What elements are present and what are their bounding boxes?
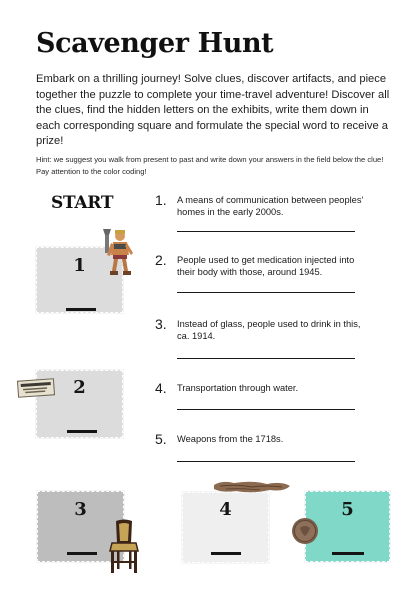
ticket-image: [17, 377, 55, 399]
answer-box-2-blank[interactable]: [67, 430, 97, 433]
answer-box-3-number: 3: [74, 499, 87, 520]
question-2-text: People used to get medication injected into their body with those, around 1945.: [177, 255, 355, 277]
question-5-answer-line[interactable]: [177, 461, 355, 462]
answer-box-4-blank[interactable]: [211, 552, 241, 555]
question-3: [155, 316, 385, 362]
question-1: [155, 192, 385, 236]
question-1-number: 1.: [155, 192, 167, 208]
answer-box-4[interactable]: [182, 492, 269, 563]
question-2: [155, 252, 385, 296]
answer-box-5-blank[interactable]: [332, 552, 364, 555]
question-3-answer-line[interactable]: [177, 358, 355, 359]
question-2-answer-line[interactable]: [177, 292, 355, 293]
hint-text: Hint: we suggest you walk from present to past and write down your answers in the field below the clue! Pay attention to the color coding!: [36, 155, 384, 176]
answer-box-1-number: 1: [73, 255, 86, 276]
question-1-answer-line[interactable]: [177, 231, 355, 232]
answer-box-5-number: 5: [341, 499, 354, 520]
wooden-log-image: [212, 479, 292, 495]
question-5: [155, 431, 385, 465]
antique-chair-image: [106, 519, 142, 577]
question-2-number: 2.: [155, 252, 167, 268]
answer-box-4-number: 4: [219, 499, 232, 520]
old-coin-image: [290, 516, 320, 546]
intro-paragraph: Embark on a thrilling journey! Solve clues, discover artifacts, and piece together the puzzle to complete your time-travel adventure! Discover all the clues, find the hidden letters on the exhibits, write them down in each corresponding square and formulate the special word to receive a prize!: [36, 73, 390, 148]
question-4-number: 4.: [155, 380, 167, 396]
answer-box-2-number: 2: [73, 377, 86, 398]
question-1-text: A means of communication between peoples' homes in the early 2000s.: [177, 195, 364, 217]
question-4-text: Transportation through water.: [177, 383, 299, 393]
question-5-number: 5.: [155, 431, 167, 447]
answer-box-1-blank[interactable]: [66, 308, 96, 311]
question-4-answer-line[interactable]: [177, 409, 355, 410]
question-3-number: 3.: [155, 316, 167, 332]
action-figure-image: [103, 227, 139, 277]
question-4: [155, 380, 385, 412]
page-title: Scavenger Hunt: [36, 28, 274, 59]
question-3-text: Instead of glass, people used to drink in this, ca. 1914.: [177, 319, 361, 341]
start-label: START: [51, 193, 114, 213]
question-5-text: Weapons from the 1718s.: [177, 434, 284, 444]
answer-box-3-blank[interactable]: [67, 552, 97, 555]
